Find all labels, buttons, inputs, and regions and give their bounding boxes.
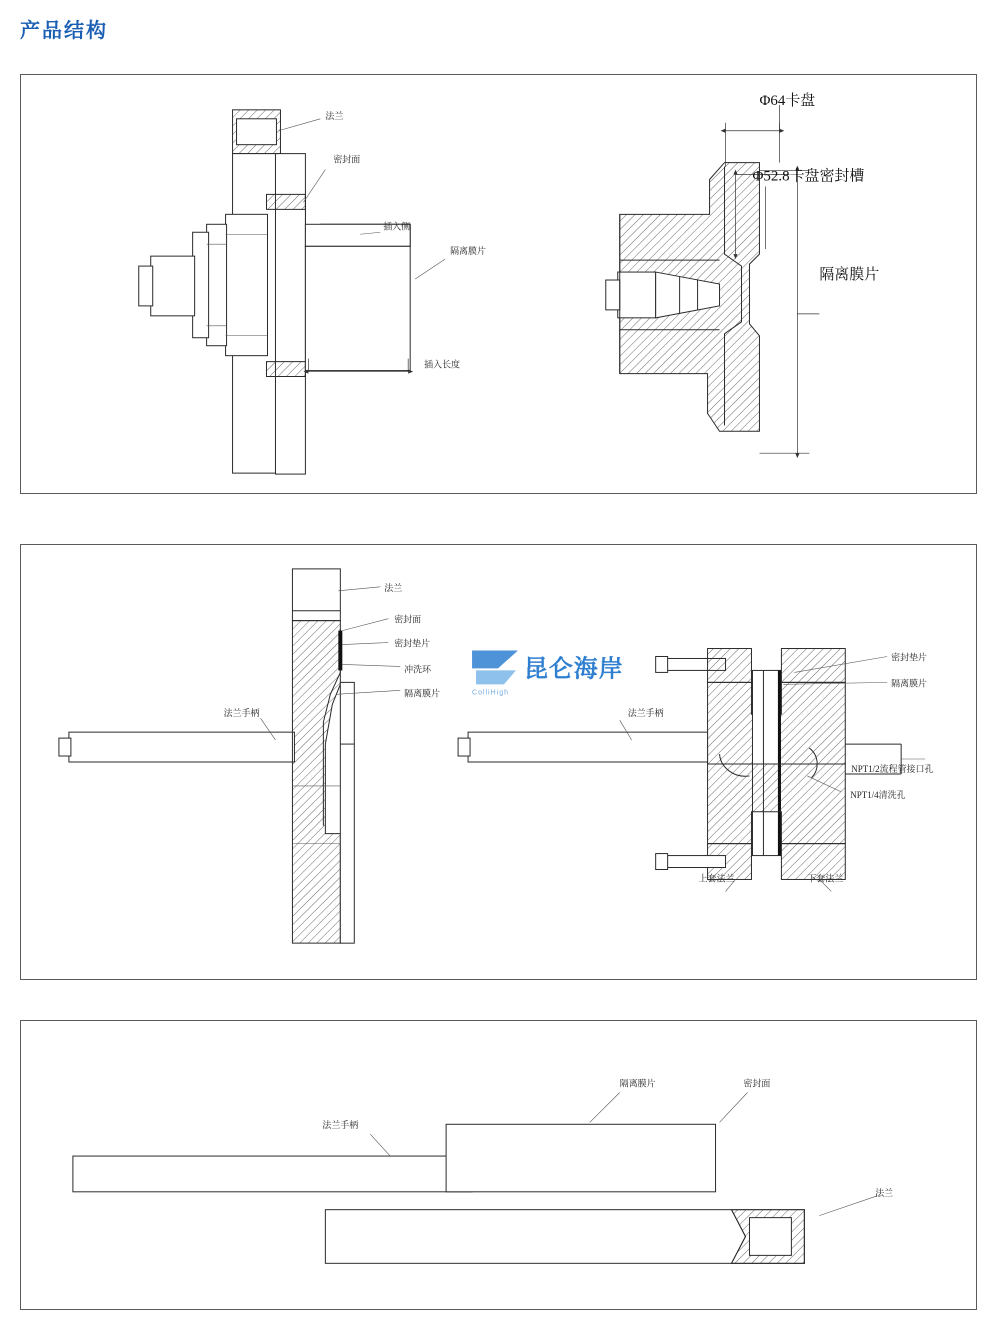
left-assembly-drawing (139, 110, 445, 474)
label-lower-flange: 下套法兰 (807, 873, 844, 884)
panel3-svg (21, 1021, 976, 1309)
label-flange-2: 法兰 (384, 582, 403, 593)
watermark-logo (472, 651, 624, 697)
label-flange: 法兰 (325, 110, 344, 121)
diagram-panel-insertion-type (20, 74, 977, 494)
right-section-drawing (606, 105, 820, 453)
label-diaphragm-4: 隔离膜片 (619, 1078, 656, 1089)
label-insertion-side: 插入侧 (383, 221, 411, 232)
label-diaphragm-3: 隔离膜片 (891, 678, 928, 689)
label-flange-3: 法兰 (875, 1187, 894, 1198)
label-sealing-face: 密封面 (333, 154, 361, 165)
label-sealing-face-2: 密封面 (394, 614, 422, 625)
left-flange-assembly (59, 569, 403, 943)
panel1-svg (21, 75, 976, 493)
label-chuck-diameter: Φ64卡盘 (759, 92, 816, 109)
label-flange-handle-3: 法兰手柄 (322, 1120, 359, 1131)
page-title: 产品结构 (20, 20, 108, 42)
watermark-brand-cn: 昆仑海岸 (523, 655, 624, 683)
side-view-assembly (73, 1093, 877, 1264)
panel2-svg (21, 545, 976, 979)
label-flange-handle: 法兰手柄 (223, 708, 260, 719)
label-sealing-face-3: 密封面 (743, 1078, 771, 1089)
watermark-brand-en: ColliHigh (472, 689, 509, 697)
diagram-panel-side-view (20, 1020, 977, 1310)
label-seal-gasket-2: 密封垫片 (891, 652, 928, 663)
label-seal-gasket: 密封垫片 (394, 638, 431, 649)
label-chuck-seal-groove: Φ52.8卡盘密封槽 (752, 168, 865, 185)
label-flush-ring: 冲洗环 (404, 664, 432, 675)
label-flush-port: NPT1/4清洗孔 (850, 789, 906, 800)
label-flange-handle-2: 法兰手柄 (627, 708, 664, 719)
diagram-panel-flange-type (20, 544, 977, 980)
label-upper-flange: 上套法兰 (698, 873, 735, 884)
label-insertion-length: 插入长度 (424, 359, 461, 370)
label-diaphragm: 隔离膜片 (450, 246, 486, 257)
label-diaphragm-right: 隔离膜片 (819, 267, 880, 284)
label-diaphragm-2: 隔离膜片 (404, 688, 441, 699)
label-process-port: NPT1/2流程管接口孔 (851, 763, 934, 774)
